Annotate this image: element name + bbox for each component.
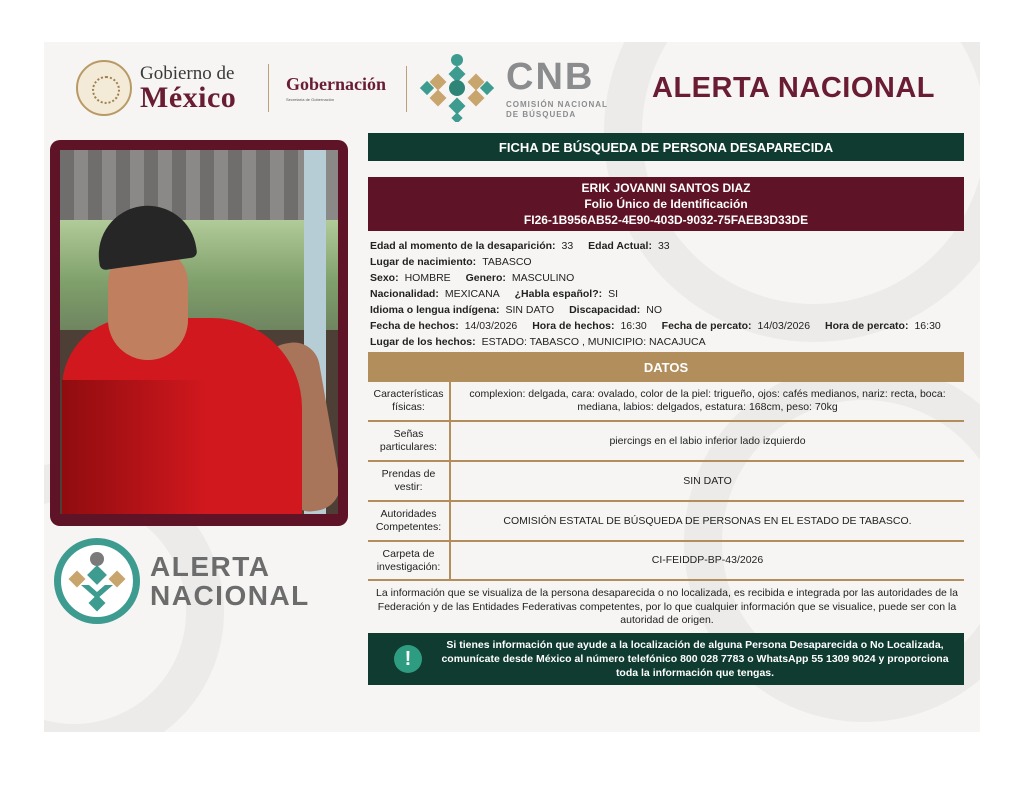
table-row [368,421,964,461]
datos-table [368,382,964,581]
autoridades-label: Autoridades Competentes: [368,501,450,541]
gobierno-de-mexico-logo [76,60,236,116]
person-photo [60,150,338,514]
table-row [368,461,964,501]
table-row [368,501,964,541]
alerta-logo-line1: ALERTA [150,550,271,582]
genero-value: MASCULINO [511,272,575,284]
sexo-value: HOMBRE [404,272,451,284]
hora-percato-label: Hora de percato: [825,320,909,332]
nacionalidad-label: Nacionalidad: [370,288,439,300]
cnb-sub-label-1: COMISIÓN NACIONAL [506,100,608,109]
page-title: ALERTA NACIONAL [652,72,935,104]
alerta-logo-line2: NACIONAL [150,580,310,611]
folio-value: FI26-1B956AB52-4E90-403D-9032-75FAEB3D33DE [523,213,809,227]
person-photo-frame [50,140,348,526]
gobierno-label: Gobierno de [140,62,235,84]
nacionalidad-value: MEXICANA [444,288,500,300]
header-divider [268,64,269,112]
hora-hechos-value: 16:30 [620,320,647,332]
national-seal-icon [76,60,132,116]
exclamation-icon: ! [394,645,422,673]
prendas-value: SIN DATO [450,461,964,501]
alerta-emblem-icon [54,538,140,624]
edad-actual-label: Edad Actual: [588,240,652,252]
person-facts [370,238,964,350]
lugar-hechos-label: Lugar de los hechos: [370,336,476,348]
datos-title-bar: DATOS [368,352,964,382]
cnb-sub-label-2: DE BÚSQUEDA [506,110,577,120]
header-divider [406,66,407,112]
lugar-hechos-value: ESTADO: TABASCO , MUNICIPIO: NACAJUCA [481,336,706,348]
table-row [368,541,964,580]
lugar-nacimiento-value: TABASCO [482,256,532,268]
fecha-percato-label: Fecha de percato: [661,320,752,332]
senas-label: Señas particulares: [368,421,450,461]
caracteristicas-value: complexion: delgada, cara: ovalado, color de la piel: trigueño, ojos: cafés medianos, nariz: recta, boca: mediana, labios: delgados, estatura: 168cm, peso: 70kg [450,382,964,421]
edad-desaparicion-label: Edad al momento de la desaparición: [370,240,556,252]
idioma-value: SIN DATO [505,304,555,316]
prendas-label: Prendas de vestir: [368,461,450,501]
discapacidad-value: NO [646,304,663,316]
caracteristicas-label: Características físicas: [368,382,450,421]
cnb-emblem-icon [420,52,494,122]
alerta-nacional-logo [54,538,310,624]
fecha-hechos-value: 14/03/2026 [464,320,518,332]
cnb-logo [506,58,608,121]
table-row [368,382,964,421]
contact-info-text: Si tienes información que ayude a la localización de alguna Persona Desaparecida o No Localizada, comunícate desde México al número telefónico 800 028 7783 o WhatsApp 55 1309 9024 y proporciona toda la información que tengas. [441,639,949,679]
person-name: ERIK JOVANNI SANTOS DIAZ [581,181,751,195]
habla-espanol-value: SI [608,288,619,300]
contact-info-bar [368,633,964,685]
edad-desaparicion-value: 33 [561,240,574,252]
discapacidad-label: Discapacidad: [569,304,641,316]
cnb-label: CNB [506,56,595,98]
autoridades-value: COMISIÓN ESTATAL DE BÚSQUEDA DE PERSONAS EN EL ESTADO DE TABASCO. [450,501,964,541]
genero-label: Genero: [465,272,506,284]
mexico-label: México [140,80,237,114]
folio-label: Folio Único de Identificación [584,197,748,211]
habla-espanol-label: ¿Habla español?: [514,288,603,300]
person-name-box [368,177,964,231]
fecha-percato-value: 14/03/2026 [757,320,811,332]
hora-hechos-label: Hora de hechos: [532,320,615,332]
hora-percato-value: 16:30 [914,320,941,332]
senas-value: piercings en el labio inferior lado izquierdo [450,421,964,461]
gobernacion-sub-label: Secretaría de Gobernación [286,97,335,102]
carpeta-value: CI-FEIDDP-BP-43/2026 [450,541,964,580]
carpeta-label: Carpeta de investigación: [368,541,450,580]
fecha-hechos-label: Fecha de hechos: [370,320,459,332]
disclaimer-text: La información que se visualiza de la persona desaparecida o no localizada, es recibida e integrada por las autoridades de la Federación y de las Entidades Federativas competentes, por lo que cualquier información que se visualice, puede ser con la autoridad de origen. [376,587,958,626]
ficha-title-bar: FICHA DE BÚSQUEDA DE PERSONA DESAPARECIDA [368,133,964,161]
idioma-label: Idioma o lengua indígena: [370,304,500,316]
gobernacion-logo [286,74,386,102]
lugar-nacimiento-label: Lugar de nacimiento: [370,256,477,268]
sexo-label: Sexo: [370,272,399,284]
gobernacion-label: Gobernación [286,74,387,94]
edad-actual-value: 33 [657,240,670,252]
